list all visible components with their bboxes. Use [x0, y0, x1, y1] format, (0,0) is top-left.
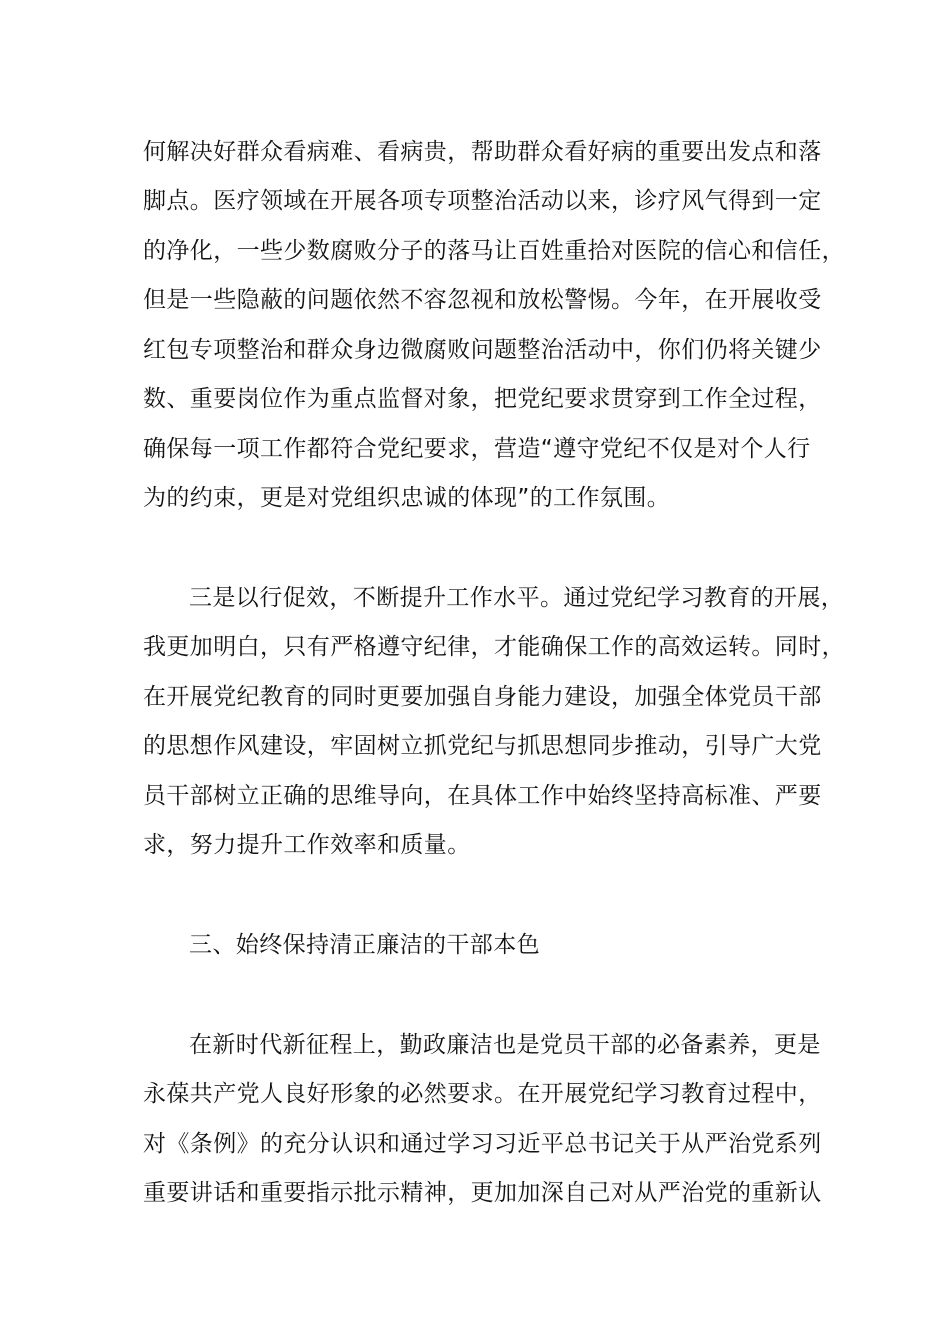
- paragraph-line: 为的约束，更是对党组织忠诚的体现”的工作氛围。: [143, 485, 671, 511]
- paragraph-line: 的净化，一些少数腐败分子的落马让百姓重拾对医院的信心和信任，: [143, 238, 845, 264]
- paragraph-line: 我更加明白，只有严格遵守纪律，才能确保工作的高效运转。同时，: [143, 634, 845, 660]
- paragraph-line: 在开展党纪教育的同时更要加强自身能力建设，加强全体党员干部: [143, 684, 822, 710]
- paragraph-line: 的思想作风建设，牢固树立抓党纪与抓思想同步推动，引导广大党: [143, 733, 822, 759]
- paragraph-line: 三是以行促效，不断提升工作水平。通过党纪学习教育的开展，: [189, 585, 845, 611]
- paragraph-line: 确保每一项工作都符合党纪要求，营造“遵守党纪不仅是对个人行: [143, 436, 811, 462]
- paragraph-line: 但是一些隐蔽的问题依然不容忽视和放松警惕。今年，在开展收受: [143, 287, 822, 313]
- paragraph-line: 对《条例》的充分认识和通过学习习近平总书记关于从严治党系列: [143, 1131, 822, 1157]
- paragraph-line: 求，努力提升工作效率和质量。: [143, 832, 471, 858]
- paragraph-line: 红包专项整治和群众身边微腐败问题整治活动中，你们仍将关键少: [143, 337, 822, 363]
- paragraph-line: 数、重要岗位作为重点监督对象，把党纪要求贯穿到工作全过程，: [143, 386, 822, 412]
- paragraph-line: 在新时代新征程上，勤政廉洁也是党员干部的必备素养，更是: [189, 1032, 821, 1058]
- paragraph-line: 脚点。医疗领域在开展各项专项整治活动以来，诊疗风气得到一定: [143, 188, 822, 214]
- paragraph-line: 永葆共产党人良好形象的必然要求。在开展党纪学习教育过程中，: [143, 1081, 822, 1107]
- paragraph-line: 何解决好群众看病难、看病贵，帮助群众看好病的重要出发点和落: [143, 139, 822, 165]
- paragraph-line: 重要讲话和重要指示批示精神，更加加深自己对从严治党的重新认: [143, 1180, 822, 1206]
- paragraph-line: 员干部树立正确的思维导向，在具体工作中始终坚持高标准、严要: [143, 783, 822, 809]
- section-heading: 三、始终保持清正廉洁的干部本色: [189, 932, 540, 958]
